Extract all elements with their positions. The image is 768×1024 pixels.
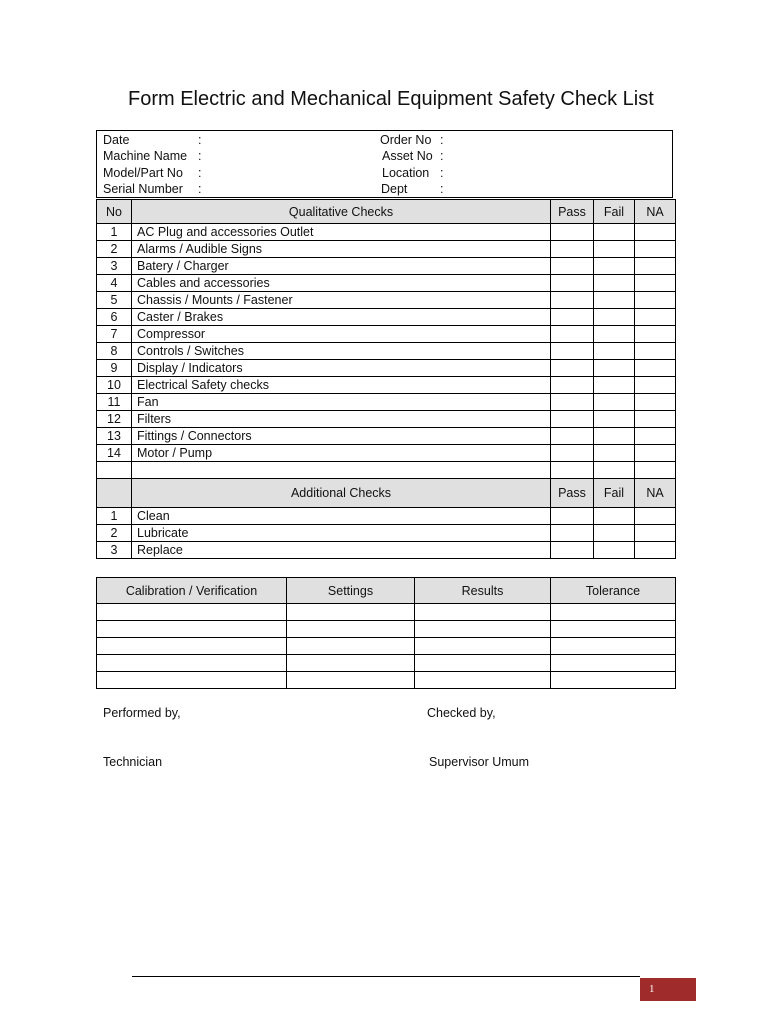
results-header: Results: [415, 578, 551, 604]
na-cell[interactable]: [635, 377, 676, 394]
check-item: Alarms / Audible Signs: [132, 241, 551, 258]
na-cell[interactable]: [635, 428, 676, 445]
settings-header: Settings: [287, 578, 415, 604]
supervisor-label: Supervisor Umum: [429, 755, 530, 769]
settings-cell[interactable]: [287, 672, 415, 689]
check-item: Display / Indicators: [132, 360, 551, 377]
fail-cell[interactable]: [594, 360, 635, 377]
qualitative-check-row: [97, 224, 676, 241]
pass-cell[interactable]: [551, 224, 594, 241]
fail-cell[interactable]: [594, 224, 635, 241]
na-cell[interactable]: [635, 343, 676, 360]
tolerance-header: Tolerance: [551, 578, 676, 604]
row-number: 14: [97, 445, 132, 462]
check-item: Lubricate: [132, 525, 551, 542]
tolerance-cell[interactable]: [551, 638, 676, 655]
fail-cell[interactable]: [594, 445, 635, 462]
calibration-cell[interactable]: [97, 655, 287, 672]
colon: :: [198, 133, 202, 147]
row-number: 3: [97, 258, 132, 275]
fail-cell[interactable]: [594, 241, 635, 258]
serial-number-label: Serial Number: [103, 182, 183, 196]
na-cell[interactable]: [635, 241, 676, 258]
check-item: Controls / Switches: [132, 343, 551, 360]
fail-cell[interactable]: [594, 525, 635, 542]
results-cell[interactable]: [415, 655, 551, 672]
fail-cell[interactable]: [594, 275, 635, 292]
check-item: Batery / Charger: [132, 258, 551, 275]
additional-check-row: [97, 525, 676, 542]
pass-cell[interactable]: [551, 428, 594, 445]
pass-header: Pass: [551, 479, 594, 508]
equipment-info-block: [96, 130, 673, 198]
fail-cell[interactable]: [594, 292, 635, 309]
calibration-cell[interactable]: [97, 621, 287, 638]
settings-cell[interactable]: [287, 655, 415, 672]
pass-header: Pass: [551, 200, 594, 224]
pass-cell[interactable]: [551, 394, 594, 411]
calibration-header-row: [97, 578, 676, 604]
pass-cell[interactable]: [551, 377, 594, 394]
pass-cell[interactable]: [551, 508, 594, 525]
technician-label: Technician: [103, 755, 163, 769]
na-cell[interactable]: [635, 394, 676, 411]
settings-cell[interactable]: [287, 638, 415, 655]
na-cell[interactable]: [635, 411, 676, 428]
row-number: 2: [97, 241, 132, 258]
check-item: Electrical Safety checks: [132, 377, 551, 394]
calibration-row: [97, 672, 676, 689]
pass-cell[interactable]: [551, 360, 594, 377]
calibration-row: [97, 604, 676, 621]
row-number: 2: [97, 525, 132, 542]
fail-cell[interactable]: [594, 394, 635, 411]
colon: :: [440, 133, 444, 147]
check-item: Cables and accessories: [132, 275, 551, 292]
model-part-label: Model/Part No: [103, 166, 183, 180]
additional-check-row: [97, 508, 676, 525]
results-cell[interactable]: [415, 672, 551, 689]
na-cell[interactable]: [635, 258, 676, 275]
fail-header: Fail: [594, 479, 635, 508]
check-item: Clean: [132, 508, 551, 525]
fail-cell[interactable]: [594, 508, 635, 525]
results-cell[interactable]: [415, 638, 551, 655]
pass-cell[interactable]: [551, 411, 594, 428]
qualitative-check-row: [97, 411, 676, 428]
calibration-row: [97, 621, 676, 638]
fail-cell[interactable]: [594, 428, 635, 445]
check-item: Fittings / Connectors: [132, 428, 551, 445]
qualitative-header-row: [97, 200, 676, 224]
na-cell[interactable]: [635, 275, 676, 292]
colon: :: [198, 166, 202, 180]
fail-cell[interactable]: [594, 326, 635, 343]
check-item: Compressor: [132, 326, 551, 343]
na-cell[interactable]: [635, 292, 676, 309]
pass-cell[interactable]: [551, 258, 594, 275]
na-cell[interactable]: [635, 542, 676, 559]
qualitative-check-row: [97, 241, 676, 258]
row-number: 9: [97, 360, 132, 377]
fail-cell[interactable]: [594, 411, 635, 428]
fail-cell[interactable]: [594, 343, 635, 360]
location-label: Location: [382, 166, 430, 180]
asset-no-label: Asset No: [382, 149, 433, 163]
pass-cell[interactable]: [551, 241, 594, 258]
row-number: 1: [97, 224, 132, 241]
qualitative-checks-header: Qualitative Checks: [132, 200, 551, 224]
na-cell[interactable]: [635, 326, 676, 343]
row-number: 12: [97, 411, 132, 428]
pass-cell[interactable]: [551, 343, 594, 360]
pass-cell[interactable]: [551, 309, 594, 326]
row-number: 13: [97, 428, 132, 445]
fail-cell[interactable]: [594, 377, 635, 394]
dept-label: Dept: [381, 182, 408, 196]
page-title: Form Electric and Mechanical Equipment Safety Check List: [128, 88, 654, 110]
na-cell[interactable]: [635, 525, 676, 542]
qualitative-check-row: [97, 343, 676, 360]
colon: :: [440, 149, 444, 163]
row-number: 6: [97, 309, 132, 326]
calibration-row: [97, 655, 676, 672]
qualitative-check-row: [97, 258, 676, 275]
results-cell[interactable]: [415, 621, 551, 638]
no-header: No: [97, 200, 132, 224]
calibration-cell[interactable]: [97, 638, 287, 655]
settings-cell[interactable]: [287, 621, 415, 638]
qualitative-check-row: [97, 360, 676, 377]
check-item: Caster / Brakes: [132, 309, 551, 326]
qualitative-check-row: [97, 445, 676, 462]
date-label: Date: [103, 133, 130, 147]
additional-checks-header: Additional Checks: [132, 479, 551, 508]
page-number-badge: 1: [640, 978, 696, 1001]
row-number: 5: [97, 292, 132, 309]
pass-cell[interactable]: [551, 326, 594, 343]
check-item: Filters: [132, 411, 551, 428]
checked-by-label: Checked by,: [427, 706, 496, 720]
tolerance-cell[interactable]: [551, 604, 676, 621]
row-number: 10: [97, 377, 132, 394]
row-number: 4: [97, 275, 132, 292]
qualitative-check-row: [97, 428, 676, 445]
row-number: 7: [97, 326, 132, 343]
pass-cell[interactable]: [551, 275, 594, 292]
check-item: Motor / Pump: [132, 445, 551, 462]
fail-cell[interactable]: [594, 309, 635, 326]
colon: :: [198, 149, 202, 163]
calibration-verification-header: Calibration / Verification: [97, 578, 287, 604]
pass-cell[interactable]: [551, 525, 594, 542]
na-cell[interactable]: [635, 445, 676, 462]
check-item: Fan: [132, 394, 551, 411]
check-item: Chassis / Mounts / Fastener: [132, 292, 551, 309]
colon: :: [440, 182, 444, 196]
results-cell[interactable]: [415, 604, 551, 621]
settings-cell[interactable]: [287, 604, 415, 621]
additional-check-row: [97, 542, 676, 559]
blank-row: [97, 462, 676, 479]
na-cell[interactable]: [635, 360, 676, 377]
pass-cell[interactable]: [551, 292, 594, 309]
qualitative-check-row: [97, 275, 676, 292]
check-item: Replace: [132, 542, 551, 559]
row-number: 1: [97, 508, 132, 525]
qualitative-check-row: [97, 326, 676, 343]
na-cell[interactable]: [635, 309, 676, 326]
performed-by-label: Performed by,: [103, 706, 181, 720]
machine-name-label: Machine Name: [103, 149, 188, 163]
calibration-cell[interactable]: [97, 604, 287, 621]
colon: :: [440, 166, 444, 180]
calibration-cell[interactable]: [97, 672, 287, 689]
order-no-label: Order No: [380, 133, 432, 147]
colon: :: [198, 182, 202, 196]
calibration-row: [97, 638, 676, 655]
row-number: 11: [97, 394, 132, 411]
tolerance-cell[interactable]: [551, 655, 676, 672]
check-item: AC Plug and accessories Outlet: [132, 224, 551, 241]
tolerance-cell[interactable]: [551, 621, 676, 638]
fail-header: Fail: [594, 200, 635, 224]
na-cell[interactable]: [635, 508, 676, 525]
na-cell[interactable]: [635, 224, 676, 241]
qualitative-check-row: [97, 292, 676, 309]
tolerance-cell[interactable]: [551, 672, 676, 689]
fail-cell[interactable]: [594, 258, 635, 275]
na-header: NA: [635, 200, 676, 224]
row-number: 8: [97, 343, 132, 360]
row-number: 3: [97, 542, 132, 559]
additional-header-row: [97, 479, 676, 508]
qualitative-check-row: [97, 309, 676, 326]
na-header: NA: [635, 479, 676, 508]
calibration-table: [96, 577, 676, 689]
fail-cell[interactable]: [594, 542, 635, 559]
pass-cell[interactable]: [551, 445, 594, 462]
qualitative-check-row: [97, 394, 676, 411]
qualitative-check-row: [97, 377, 676, 394]
pass-cell[interactable]: [551, 542, 594, 559]
checks-table: [96, 199, 676, 559]
footer-divider: [132, 976, 640, 977]
